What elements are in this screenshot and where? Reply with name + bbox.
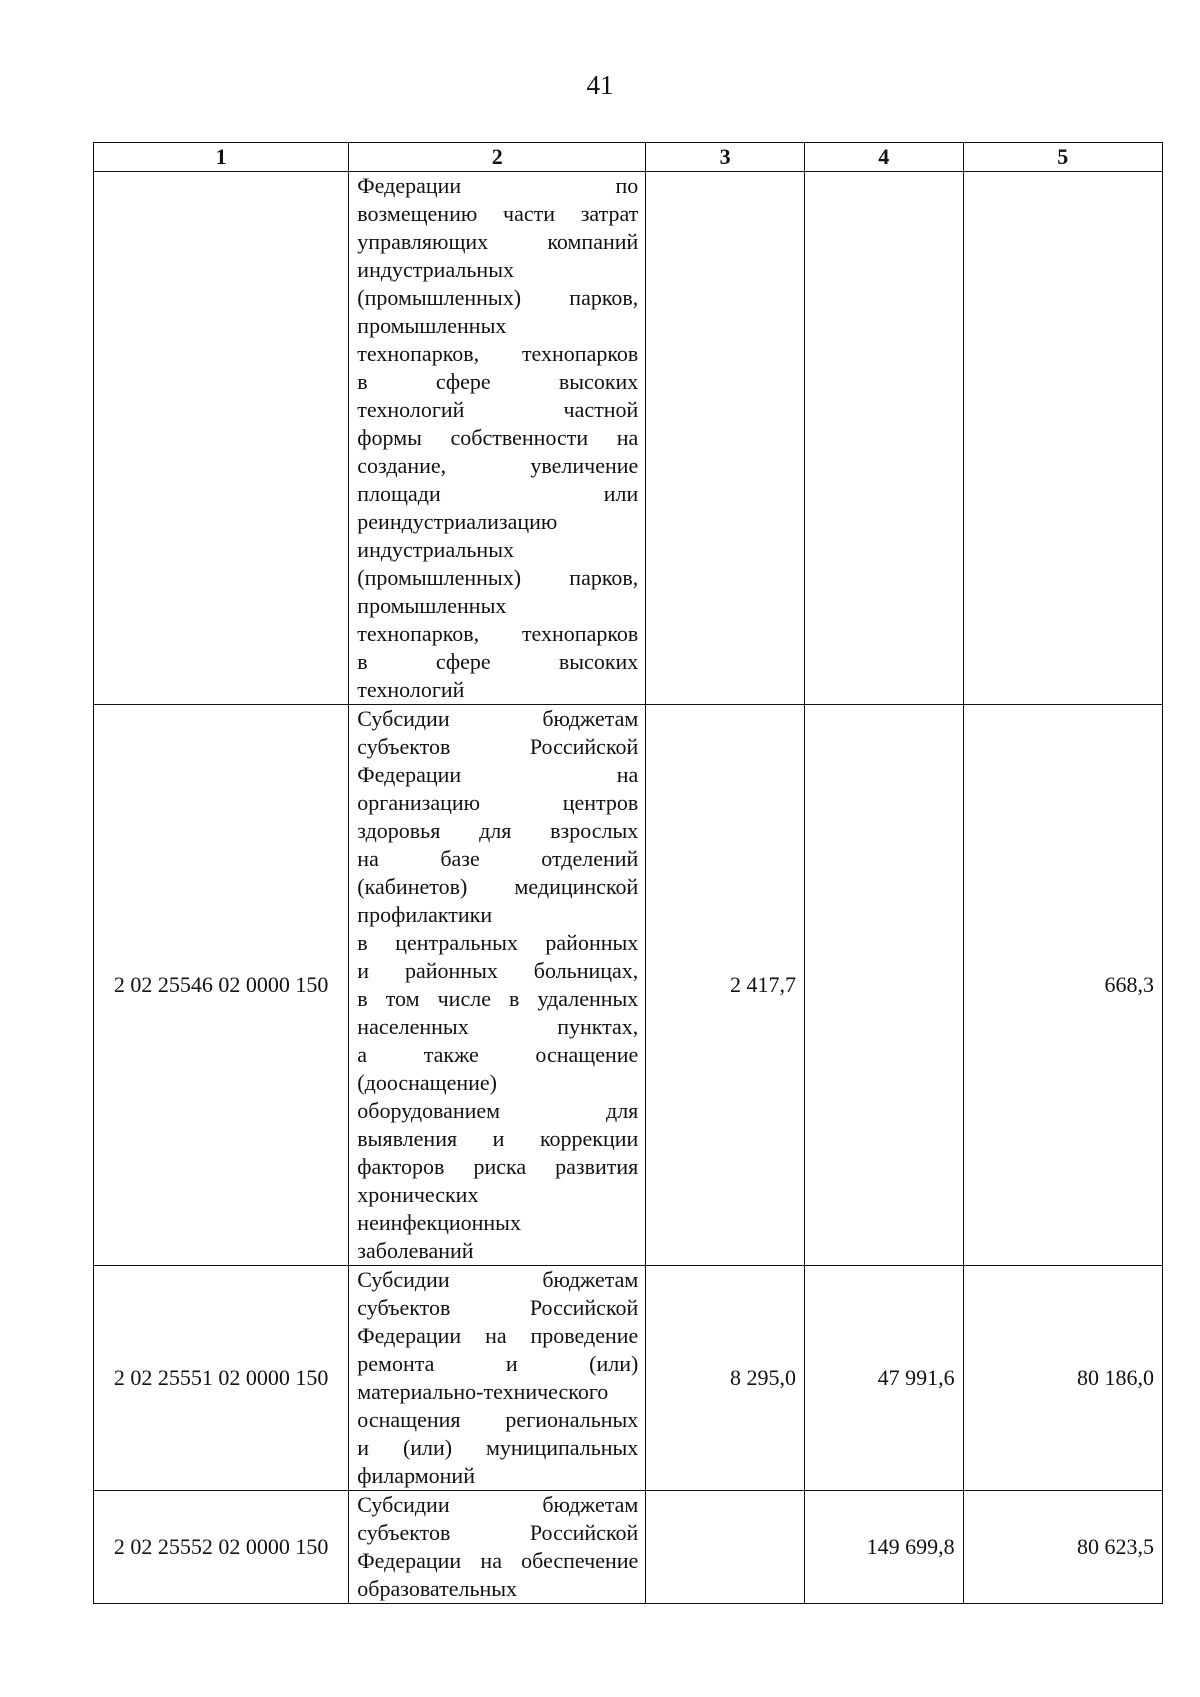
name-line: Федерации на проведение	[357, 1323, 639, 1348]
value-cell-4: 47 991,6	[804, 1266, 963, 1491]
name-line: филармоний	[357, 1463, 475, 1488]
name-line: Федерации на обеспечение	[357, 1548, 639, 1573]
code-cell	[94, 172, 349, 705]
name-line: неинфекционных	[357, 1210, 521, 1235]
name-cell	[349, 172, 646, 705]
name-line: промышленных	[357, 593, 507, 618]
name-line: реиндустриализацию	[357, 509, 558, 534]
name-line: промышленных	[357, 313, 507, 338]
name-line: технопарков, технопарков	[357, 621, 639, 646]
name-line: технопарков, технопарков	[357, 341, 639, 366]
name-line: субъектов Российской	[357, 734, 639, 759]
header-row	[94, 143, 1163, 172]
name-line: оснащения региональных	[357, 1407, 639, 1432]
name-line: а также оснащение	[357, 1042, 639, 1067]
name-line: организацию центров	[357, 790, 639, 815]
name-line: Федерации по	[357, 173, 639, 198]
name-line: в сфере высоких	[357, 649, 639, 674]
name-line: индустриальных	[357, 537, 514, 562]
name-line: технологий	[357, 677, 465, 702]
budget-table	[93, 142, 1163, 1604]
name-line: управляющих компаний	[357, 229, 639, 254]
name-line: на базе отделений	[357, 846, 639, 871]
value-cell-5: 668,3	[963, 705, 1162, 1266]
name-line: (промышленных) парков,	[357, 285, 639, 310]
name-line: заболеваний	[357, 1238, 474, 1263]
code-cell: 2 02 25552 02 0000 150	[94, 1491, 349, 1604]
name-line: населенных пунктах,	[357, 1014, 639, 1039]
name-line: хронических	[357, 1182, 479, 1207]
name-line: создание, увеличение	[357, 453, 639, 478]
header-cell-3: 3	[646, 143, 805, 172]
value-cell-5	[963, 172, 1162, 705]
name-line: в сфере высоких	[357, 369, 639, 394]
table-row	[94, 705, 1163, 1266]
name-cell	[349, 1491, 646, 1604]
name-line: площади или	[357, 481, 639, 506]
name-line: выявления и коррекции	[357, 1126, 639, 1151]
value-cell-5: 80 186,0	[963, 1266, 1162, 1491]
value-cell-3: 2 417,7	[646, 705, 805, 1266]
code-cell: 2 02 25551 02 0000 150	[94, 1266, 349, 1491]
name-line: Субсидии бюджетам	[357, 1267, 639, 1292]
name-line: возмещению части затрат	[357, 201, 639, 226]
header-cell-2: 2	[349, 143, 646, 172]
value-cell-4: 149 699,8	[804, 1491, 963, 1604]
value-cell-3	[646, 172, 805, 705]
name-line: оборудованием для	[357, 1098, 639, 1123]
name-line: субъектов Российской	[357, 1520, 639, 1545]
page-number: 41	[586, 70, 614, 100]
name-line: и (или) муниципальных	[357, 1435, 639, 1460]
name-line: формы собственности на	[357, 425, 639, 450]
name-line: индустриальных	[357, 257, 514, 282]
value-cell-3	[646, 1491, 805, 1604]
name-line: субъектов Российской	[357, 1295, 639, 1320]
name-line: профилактики	[357, 902, 493, 927]
table-row	[94, 1266, 1163, 1491]
name-line: технологий частной	[357, 397, 639, 422]
value-cell-5: 80 623,5	[963, 1491, 1162, 1604]
name-line: здоровья для взрослых	[357, 818, 639, 843]
name-line: факторов риска развития	[357, 1154, 639, 1179]
name-line: образовательных	[357, 1576, 518, 1601]
table-row	[94, 1491, 1163, 1604]
header-cell-5: 5	[963, 143, 1162, 172]
name-line: и районных больницах,	[357, 958, 639, 983]
name-cell	[349, 1266, 646, 1491]
code-cell: 2 02 25546 02 0000 150	[94, 705, 349, 1266]
name-line: материально-технического	[357, 1379, 609, 1404]
value-cell-4	[804, 172, 963, 705]
name-line: Федерации на	[357, 762, 639, 787]
name-line: в том числе в удаленных	[357, 986, 639, 1011]
name-line: (промышленных) парков,	[357, 565, 639, 590]
value-cell-3: 8 295,0	[646, 1266, 805, 1491]
name-line: (кабинетов) медицинской	[357, 874, 639, 899]
name-cell	[349, 705, 646, 1266]
name-line: в центральных районных	[357, 930, 639, 955]
header-cell-4: 4	[804, 143, 963, 172]
value-cell-4	[804, 705, 963, 1266]
header-cell-1: 1	[94, 143, 349, 172]
name-line: Субсидии бюджетам	[357, 706, 639, 731]
name-line: ремонта и (или)	[357, 1351, 639, 1376]
name-line: (дооснащение)	[357, 1070, 498, 1095]
table-row	[94, 172, 1163, 705]
name-line: Субсидии бюджетам	[357, 1492, 639, 1517]
